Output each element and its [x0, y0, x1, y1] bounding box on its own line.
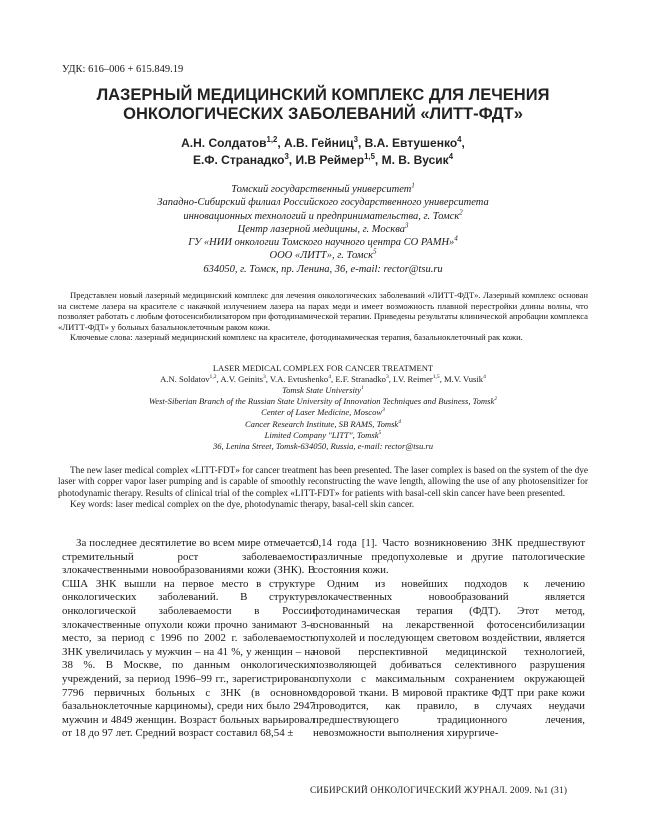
affiliation-line: ООО «ЛИТТ», г. Томск$^5$ [269, 248, 377, 262]
abstract-en-text: The new laser medical complex «LITT-FDT» for cancer treatment has been presented. The laser complex is based on the system of the dye laser with copper vapor laser pumping and is capable of smoothly reconstructing the wave length, allowing the use of any photosensitizer for photodynamic therapy. Results of clinical trial of the complex «LITT-FDT» for patients with basal-cell skin cancer have been presented. [58, 466, 588, 499]
author-name: А.В. Гейниц [284, 136, 354, 150]
body-paragraph: За последнее десятилетие во всем мире отмечается стремительный рост заболеваемости злокачественными новообразованиями кожи (ЗНК). В США ЗНК вышли на первое место в структуре онкологических заболеваний. В структуре онкологической заболеваемости в России злокачественные опухоли кожи прочно занимают 3-е место, за период с 1996 по 2002 г. заболеваемость ЗНК увеличилась у мужчин – на 41 %, у женщин – на 38 %. В Москве, по данным онкологических учреждений, за период 1996–99 гг., зарегистрировано 7796 первичных больных с ЗНК (в основном базальноклеточные карциномы), среди них было 2947 мужчин и 4849 женщин. Возраст больных варьировал от 18 до 97 лет. Средний возраст составил 68,54 ± [62, 537, 315, 740]
title-line-1: ЛАЗЕРНЫЙ МЕДИЦИНСКИЙ КОМПЛЕКС ДЛЯ ЛЕЧЕНИЯ [96, 86, 550, 104]
author-affil-mark: 1,2 [266, 135, 278, 144]
affiliation-address: 634050, г. Томск, пр. Ленина, 36, e-mail: rector@tsu.ru [203, 263, 443, 275]
keywords-ru: Ключевые слова: лазерный медицинский комплекс на красителе, фотодинамическая терапия, базальноклеточный рак кожи. [70, 332, 523, 343]
udk-code: УДК: 616–006 + 615.849.19 [62, 64, 184, 75]
authors-en: A.N. Soldatov$^{1,2}$, A.V. Geinits$^3$, V.A. Evtushenko$^4$, E.F. Stranadko$^3$, I.V. Reimer$^{1,5}$, M.V. Vusik$^4$ [160, 374, 486, 384]
author-name: A.N. Soldatov [160, 374, 210, 384]
affiliation-en-line: Center of Laser Medicine, Moscow$^3$ [261, 407, 385, 418]
affiliation-line: Центр лазерной медицины, г. Москва$^3$ [237, 222, 409, 235]
authors-ru [40, 135, 606, 169]
title-en: LASER MEDICAL COMPLEX FOR CANCER TREATMENT [212, 363, 434, 373]
authors-ru-line-2: Е.Ф. Странадко$^3$, И.В Реймер$^{1,5}$, М. В. Вусик$^4$ [192, 152, 454, 167]
body-column-right [313, 537, 585, 741]
title-line-2: ОНКОЛОГИЧЕСКИХ ЗАБОЛЕВАНИЙ «ЛИТТ-ФДТ» [123, 105, 523, 123]
abstract-ru-text: Представлен новый лазерный медицинский комплекс для лечения онкологических заболеваний «ЛИТТ-ФДТ». Лазерный комплекс основан на системе лазера на красителе с накачкой излучением лазера на парах меди и имеет возможность плавной перестройки длины волны, что позволяет работать с любым фотосенсибилизатором при фотодинамической терапии. Приведены результаты клинической апробации комплекса «ЛИТТ-ФДТ» у больных базальноклеточным раком кожи. [58, 290, 588, 332]
journal-footer: СИБИРСКИЙ ОНКОЛОГИЧЕСКИЙ ЖУРНАЛ. 2009. №1 (31) [310, 786, 568, 796]
body-column-left [62, 537, 315, 741]
author-name: И.В Реймер [295, 153, 365, 167]
affiliation-line: Западно-Сибирский филиал Российского государственного университета [157, 197, 489, 209]
body-paragraph: Одним из новейших подходов к лечению злокачественных новообразований является фотодинамическая терапия (ФДТ). Этот метод, основанный на лекарственной фотосенсибилизации опухолей и последующем световом воздействии, является новой перспективной медицинской технологией, позволяющей добиваться селективного разрушения опухоли с максимальным сохранением окружающей здоровой ткани. В мировой практике ФДТ при раке кожи проводится, как правило, в случаях неудачи предшествующего традиционного лечения, невозможности выполнения хирургиче- [313, 577, 585, 740]
body-paragraph-continued: 0,14 года [1]. Часто возникновению ЗНК предшествуют различные предопухолевые и другие патологические состояния кожи. [313, 537, 585, 577]
abstract-ru [58, 290, 588, 343]
affiliation-line: инновационных технологий и предпринимательства, г. Томск$^2$ [183, 209, 463, 222]
author-name: М. В. Вусик [381, 153, 449, 167]
author-name: E.F. Stranadko [335, 374, 386, 384]
author-affil-mark: 4 [457, 135, 462, 144]
affiliation-en-line: West-Siberian Branch of the Russian State University of Innovation Techniques and Business, Tomsk$^2$ [148, 396, 498, 407]
author-affil-mark: 4 [448, 152, 454, 161]
author-name: V.A. Evtushenko [269, 374, 329, 384]
author-name: А.Н. Солдатов [181, 136, 267, 150]
author-name: M.V. Vusik [444, 374, 484, 384]
authors-ru-line-1: А.Н. Солдатов$^{1,2}$, А.В. Гейниц$^3$, В.А. Евтушенко$^4$, [181, 135, 465, 150]
affiliation-line: ГУ «НИИ онкологии Томского научного центра СО РАМН»$^4$ [188, 235, 458, 249]
affiliations-en [50, 385, 596, 452]
article-title [40, 86, 606, 124]
author-name: Е.Ф. Странадко [192, 153, 285, 167]
keywords-en: Key words: laser medical complex on the dye, photodynamic therapy, basal-cell skin cancer. [70, 499, 415, 510]
affiliation-en-line: Limited Company "LITT", Tomsk$^5$ [264, 429, 382, 440]
author-affil-mark: 3 [353, 135, 358, 144]
affiliation-en-line: Cancer Research Institute, SB RAMS, Tomsk$^4$ [244, 418, 402, 429]
author-name: I.V. Reimer [393, 374, 433, 384]
author-affil-mark: 3 [284, 152, 289, 161]
affiliation-line: Томский государственный университет$^1$ [231, 182, 415, 195]
author-name: В.А. Евтушенко [364, 136, 458, 150]
affiliation-en-line: Tomsk State University$^1$ [282, 385, 364, 395]
affiliations-ru [60, 183, 586, 276]
author-name: A.V. Geinits [220, 374, 263, 384]
author-affil-mark: 1,5 [364, 152, 375, 161]
abstract-en [58, 466, 588, 511]
affiliation-en-address: 36, Lenina Street, Tomsk-634050, Russia, e-mail: rector@tsu.ru [212, 441, 434, 452]
